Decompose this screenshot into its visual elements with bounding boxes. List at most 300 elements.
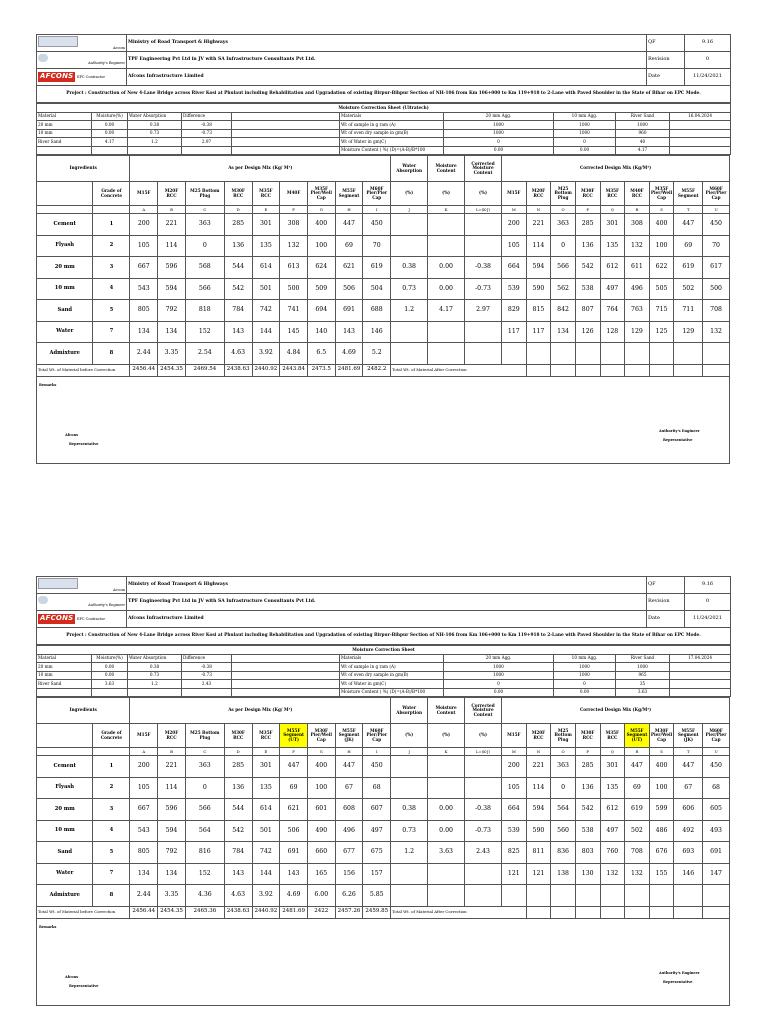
col-letter: D <box>224 206 252 214</box>
design-value: 6.26 <box>335 885 363 907</box>
corrected-value: 301 <box>600 214 625 236</box>
col-letter: H <box>335 748 363 756</box>
corrected-value: 594 <box>526 799 551 821</box>
col-letter: A <box>130 748 158 756</box>
ws-label: Wt of sample in g ram (A) <box>340 121 444 130</box>
corrected-col-heading: M55F Segment (UT) <box>625 724 650 748</box>
design-value: 542 <box>224 278 252 300</box>
moisture-value <box>428 863 465 885</box>
design-value: 68 <box>363 777 391 799</box>
design-value: 784 <box>224 842 252 864</box>
corrected-value: 497 <box>600 820 625 842</box>
ws-10mm: 0 <box>554 138 616 147</box>
mat-moisture: 0.00 <box>92 121 128 130</box>
ws-sand: 965 <box>616 671 670 680</box>
table-row <box>37 820 730 842</box>
design-value: 667 <box>130 257 158 279</box>
remarks-box <box>36 377 730 464</box>
water-absorption-value: 0.38 <box>391 799 428 821</box>
design-value: 132 <box>280 235 308 257</box>
total-after-label: Total Wt. of Material After Correction <box>391 364 526 376</box>
ingredient-name: 10 mm <box>37 278 93 300</box>
logo1-caption: Aecom <box>113 587 125 592</box>
corrected-value: 200 <box>502 756 527 778</box>
mix-col-heading: M25 Bottom Plug <box>185 182 224 206</box>
design-value: 156 <box>335 863 363 885</box>
corrected-value: 67 <box>674 777 703 799</box>
mat-moisture: 0.00 <box>92 663 128 672</box>
revision-value: 0 <box>685 52 731 69</box>
corrected-value: 135 <box>600 777 625 799</box>
design-value: 308 <box>280 214 308 236</box>
total-value: 2465.36 <box>185 906 224 918</box>
ingredients-heading: Ingredients <box>37 698 130 724</box>
moisture-value <box>428 756 465 778</box>
remarks-box <box>36 919 730 1006</box>
col-letter: T <box>674 206 703 214</box>
water-absorption-value: 0.73 <box>391 278 428 300</box>
design-value: 3.92 <box>252 885 280 907</box>
mat-difference: 2.97 <box>182 138 232 147</box>
design-value: 500 <box>280 278 308 300</box>
mat-absorption: 0.38 <box>128 663 182 672</box>
corrected-col-heading: M60F Pier/Pier Cap <box>703 724 730 748</box>
total-value: 2481.69 <box>335 364 363 376</box>
col-letter: I <box>363 206 391 214</box>
design-value: 4.36 <box>185 885 224 907</box>
design-value: 594 <box>158 820 186 842</box>
qf-label: QF <box>647 35 685 52</box>
design-value: 621 <box>280 799 308 821</box>
water-absorption-value <box>391 321 428 343</box>
mix-col-heading: M35F RCC <box>252 724 280 748</box>
corrected-col-heading: M35F RCC <box>600 182 625 206</box>
design-value: 4.69 <box>280 885 308 907</box>
total-value: 2481.69 <box>280 906 308 918</box>
grade-number: 8 <box>93 343 130 365</box>
consultant-logo <box>38 596 48 604</box>
corrected-value: 100 <box>649 777 674 799</box>
logo3-caption: EPC Contractor <box>76 617 106 622</box>
design-value: 614 <box>252 799 280 821</box>
corrected-value: 803 <box>575 842 600 864</box>
grade-number: 3 <box>93 799 130 821</box>
design-value: 100 <box>307 777 335 799</box>
design-value: 624 <box>307 257 335 279</box>
mix-col-heading: M20F RCC <box>158 724 186 748</box>
revision-label: Revision <box>647 52 685 69</box>
corrected-value <box>649 885 674 907</box>
afcons-logo: AFCONS <box>40 614 74 623</box>
design-value: 4.63 <box>224 343 252 365</box>
mix-col-heading: M30F RCC <box>224 182 252 206</box>
design-value: 792 <box>158 300 186 322</box>
water-absorption-value: 1.2 <box>391 300 428 322</box>
corrected-value: 542 <box>575 799 600 821</box>
design-value: 496 <box>335 820 363 842</box>
pct-heading: (%) <box>428 724 465 748</box>
col-letter: O <box>551 206 576 214</box>
design-value: 143 <box>280 863 308 885</box>
logo-cell-consultant <box>37 52 127 69</box>
design-value: 363 <box>185 214 224 236</box>
design-value: 818 <box>185 300 224 322</box>
corrected-value <box>526 343 551 365</box>
date-value: 11/24/2021 <box>685 69 731 86</box>
mat-moisture: 4.17 <box>92 138 128 147</box>
table-row <box>37 756 730 778</box>
water-absorption-heading: Water Absorption <box>391 156 428 182</box>
ae-rep-title: Representative <box>663 437 693 442</box>
table-row <box>37 842 730 864</box>
col-letter: S <box>649 748 674 756</box>
header-table <box>36 34 731 103</box>
corrected-value: 155 <box>649 863 674 885</box>
grade-heading: Grade of Concrete <box>93 182 130 206</box>
design-value: 542 <box>224 820 252 842</box>
mat-moisture: 3.63 <box>92 680 128 689</box>
corrected-value: 566 <box>551 257 576 279</box>
corrected-value: 590 <box>526 278 551 300</box>
corrected-value: 711 <box>674 300 703 322</box>
ingredient-name: Water <box>37 863 93 885</box>
design-value: 4.69 <box>335 343 363 365</box>
corrected-value: 560 <box>551 820 576 842</box>
corrected-col-heading: M35F Pier/Well Cap <box>649 182 674 206</box>
corrected-value: 0 <box>551 235 576 257</box>
design-value: 400 <box>307 214 335 236</box>
corrected-value: 100 <box>649 235 674 257</box>
design-value: 70 <box>363 235 391 257</box>
design-value: 501 <box>252 820 280 842</box>
corrected-value: 807 <box>575 300 600 322</box>
mat-difference: 2.43 <box>182 680 232 689</box>
corrected-value: 70 <box>703 235 730 257</box>
design-value: 509 <box>307 278 335 300</box>
corrected-value: 136 <box>575 235 600 257</box>
ws-label: Wt of sample in g ram (A) <box>340 663 444 672</box>
water-absorption-value <box>391 343 428 365</box>
design-value: 301 <box>252 756 280 778</box>
col-letter: S <box>649 206 674 214</box>
corrected-value: 138 <box>551 863 576 885</box>
qf-label: QF <box>647 577 685 594</box>
col-letter: R <box>625 206 650 214</box>
design-value: 566 <box>185 799 224 821</box>
corrected-value: 447 <box>674 214 703 236</box>
design-value: 450 <box>363 214 391 236</box>
corrected-value: 708 <box>703 300 730 322</box>
col-letter: J <box>391 206 428 214</box>
logo-cell-contractor <box>37 69 127 86</box>
corrected-value: 760 <box>600 842 625 864</box>
pct-heading: (%) <box>465 724 502 748</box>
corrected-value: 447 <box>674 756 703 778</box>
ingredients-table <box>36 697 730 919</box>
corrected-value: 285 <box>575 756 600 778</box>
gov-emblem-logo <box>38 36 78 47</box>
col-letter: P <box>575 206 600 214</box>
moisture-table <box>36 103 731 155</box>
ingredient-name: Admixture <box>37 885 93 907</box>
col-letter: U <box>703 206 730 214</box>
corrected-col-heading: M30F Pier/Well Cap <box>649 724 674 748</box>
corrected-col-heading: M25 Bottom Plug <box>551 724 576 748</box>
corrected-value: 301 <box>600 756 625 778</box>
total-value: 2456.44 <box>130 906 158 918</box>
corrected-value: 538 <box>575 820 600 842</box>
corrected-value: 502 <box>674 278 703 300</box>
corrected-value <box>703 885 730 907</box>
col-material: Material <box>37 112 92 121</box>
design-value: 694 <box>307 300 335 322</box>
mat-moisture: 0.00 <box>92 671 128 680</box>
design-value: 134 <box>158 863 186 885</box>
col-letter: N <box>526 206 551 214</box>
corrected-value: 125 <box>649 321 674 343</box>
moisture-table <box>36 645 731 697</box>
col-river-sand: River Sand <box>616 112 670 121</box>
col-letter: G <box>307 748 335 756</box>
qf-value: 9.16 <box>685 577 731 594</box>
design-value: 447 <box>335 756 363 778</box>
design-value: 152 <box>185 321 224 343</box>
corrected-value: 619 <box>625 799 650 821</box>
afcons-rep-title: Representative <box>69 983 99 988</box>
corrected-moisture-value <box>465 863 502 885</box>
corrected-design-heading: Corrected Design Mix (Kg/M³) <box>502 156 730 182</box>
date-label: Date <box>647 611 685 628</box>
consultant-name: TPF Engineering Pvt Ltd in JV with SA Infrastructure Consultants Pvt Ltd. <box>127 52 647 69</box>
water-absorption-heading: Water Absorption <box>391 698 428 724</box>
corrected-value: 450 <box>703 214 730 236</box>
grade-number: 2 <box>93 235 130 257</box>
col-letter: P <box>575 748 600 756</box>
moisture-value <box>428 235 465 257</box>
design-value: 677 <box>335 842 363 864</box>
corrected-value: 132 <box>600 863 625 885</box>
corrected-moisture-heading: Corrected Moisture Content <box>465 698 502 724</box>
corrected-col-heading: M40F RCC <box>625 182 650 206</box>
design-value: 447 <box>335 214 363 236</box>
col-letter: Q <box>600 206 625 214</box>
corrected-value: 691 <box>703 842 730 864</box>
corrected-value: 676 <box>649 842 674 864</box>
moisture-value: 0.00 <box>428 257 465 279</box>
ws-20mm: 1000 <box>444 121 554 130</box>
col-moisture: Moisture(%) <box>92 654 128 663</box>
design-value: 691 <box>280 842 308 864</box>
total-value: 2482.2 <box>363 364 391 376</box>
col-letter: C <box>185 748 224 756</box>
corrected-moisture-value: -0.38 <box>465 799 502 821</box>
moisture-value <box>428 885 465 907</box>
mat-name: 10 mm <box>37 671 92 680</box>
moisture-value: 0.00 <box>428 278 465 300</box>
col-letter: R <box>625 748 650 756</box>
logo-cell-consultant <box>37 594 127 611</box>
ws-sand: 3.63 <box>616 688 670 697</box>
mix-col-heading: M30F Pier/Well Cap <box>307 724 335 748</box>
corrected-value: 486 <box>649 820 674 842</box>
corrected-value: 825 <box>502 842 527 864</box>
mc-sheet-title: Moisture Correction Sheet <box>37 646 731 655</box>
design-value: 501 <box>252 278 280 300</box>
contractor-name: Afcons Infrastructure Limited <box>127 611 647 628</box>
design-value: 6.00 <box>307 885 335 907</box>
ws-sand: 1000 <box>616 663 670 672</box>
col-moisture: Moisture(%) <box>92 112 128 121</box>
design-value: 100 <box>307 235 335 257</box>
total-value: 2440.92 <box>252 364 280 376</box>
ws-10mm: 1000 <box>554 121 616 130</box>
col-water-absorption: Water Absorption <box>128 654 182 663</box>
corrected-moisture-value <box>465 777 502 799</box>
grade-number: 1 <box>93 214 130 236</box>
moisture-value <box>428 777 465 799</box>
ws-10mm: 1000 <box>554 671 616 680</box>
col-10mm-agg: 10 mm Agg. <box>554 654 616 663</box>
corrected-moisture-value: 2.43 <box>465 842 502 864</box>
col-letter: B <box>158 748 186 756</box>
design-value: 675 <box>363 842 391 864</box>
col-letter: D <box>224 748 252 756</box>
design-value: 144 <box>252 321 280 343</box>
design-value: 3.35 <box>158 885 186 907</box>
grade-heading: Grade of Concrete <box>93 724 130 748</box>
moisture-value <box>428 343 465 365</box>
mix-col-heading: M15F <box>130 182 158 206</box>
design-value: 105 <box>130 777 158 799</box>
water-absorption-value <box>391 756 428 778</box>
design-value: 742 <box>252 842 280 864</box>
water-absorption-value <box>391 863 428 885</box>
col-water-absorption: Water Absorption <box>128 112 182 121</box>
design-value: 3.92 <box>252 343 280 365</box>
corrected-value <box>502 343 527 365</box>
mat-name: 20 mm <box>37 663 92 672</box>
corrected-value: 132 <box>625 863 650 885</box>
corrected-value: 447 <box>625 756 650 778</box>
corrected-value <box>551 885 576 907</box>
design-value: 691 <box>335 300 363 322</box>
ws-sand: 1000 <box>616 121 670 130</box>
corrected-value: 815 <box>526 300 551 322</box>
water-absorption-value: 0.38 <box>391 257 428 279</box>
corrected-value <box>649 343 674 365</box>
total-value: 2443.84 <box>280 364 308 376</box>
ws-20mm: 0.00 <box>444 688 554 697</box>
mix-col-heading: M55F Segment (JK) <box>335 724 363 748</box>
corrected-col-heading: M60F Pier/Pier Cap <box>703 182 730 206</box>
grade-number: 3 <box>93 257 130 279</box>
corrected-value: 715 <box>649 300 674 322</box>
design-value: 143 <box>335 321 363 343</box>
mix-col-heading: M55F Segment (UT) <box>280 724 308 748</box>
logo-cell-contractor <box>37 611 127 628</box>
corrected-value: 128 <box>600 321 625 343</box>
corrected-moisture-value <box>465 343 502 365</box>
corrected-value: 363 <box>551 756 576 778</box>
col-letter: I <box>363 748 391 756</box>
col-letter: K <box>428 748 465 756</box>
pct-heading: (%) <box>428 182 465 206</box>
ingredient-name: Admixture <box>37 343 93 365</box>
corrected-value: 146 <box>674 863 703 885</box>
corrected-value: 606 <box>674 799 703 821</box>
pct-heading: (%) <box>465 182 502 206</box>
water-absorption-value <box>391 214 428 236</box>
design-value: 200 <box>130 756 158 778</box>
corrected-value: 500 <box>703 278 730 300</box>
corrected-col-heading: M35F RCC <box>600 724 625 748</box>
sheet-date: 17.04.2024 <box>670 654 731 663</box>
corrected-col-heading: M55F Segment (JK) <box>674 724 703 748</box>
design-value: 2.54 <box>185 343 224 365</box>
mat-name: River Sand <box>37 138 92 147</box>
design-value: 135 <box>252 235 280 257</box>
design-value: 608 <box>335 799 363 821</box>
date-label: Date <box>647 69 685 86</box>
ingredient-name: Flyash <box>37 777 93 799</box>
design-value: 784 <box>224 300 252 322</box>
corrected-value: 147 <box>703 863 730 885</box>
mix-col-heading: M55F Segment <box>335 182 363 206</box>
corrected-value <box>575 885 600 907</box>
corrected-value: 69 <box>674 235 703 257</box>
corrected-value: 497 <box>600 278 625 300</box>
client-name: Ministry of Road Transport & Highways <box>127 577 647 594</box>
design-value: 596 <box>158 799 186 821</box>
ingredient-name: Sand <box>37 842 93 864</box>
ws-20mm: 0.00 <box>444 146 554 155</box>
remarks-label: Remarks <box>39 924 57 929</box>
mix-col-heading: M30F RCC <box>224 724 252 748</box>
design-value: 594 <box>158 278 186 300</box>
corrected-moisture-value: -0.38 <box>465 257 502 279</box>
moisture-value: 4.17 <box>428 300 465 322</box>
design-value: 114 <box>158 777 186 799</box>
ws-10mm: 1000 <box>554 663 616 672</box>
corrected-col-heading: M15F <box>502 724 527 748</box>
corrected-value <box>625 343 650 365</box>
corrected-value <box>526 885 551 907</box>
design-value: 660 <box>307 842 335 864</box>
col-letter: Q <box>600 748 625 756</box>
corrected-value <box>674 343 703 365</box>
grade-number: 5 <box>93 842 130 864</box>
design-value: 135 <box>252 777 280 799</box>
revision-value: 0 <box>685 594 731 611</box>
ingredient-name: Sand <box>37 300 93 322</box>
design-value: 136 <box>224 777 252 799</box>
corrected-value: 68 <box>703 777 730 799</box>
corrected-value <box>502 885 527 907</box>
ws-sand: 35 <box>616 680 670 689</box>
ws-sand: 40 <box>616 138 670 147</box>
col-materials: Materials <box>340 112 444 121</box>
logo-cell-client <box>37 577 127 594</box>
corrected-value: 105 <box>502 235 527 257</box>
col-letter: M <box>502 206 527 214</box>
design-value: 4.63 <box>224 885 252 907</box>
as-per-design-heading: As per Design Mix (Kg/ M³) <box>130 156 391 182</box>
corrected-value: 664 <box>502 257 527 279</box>
project-title: Project : Construction of New 4-Lane Bridge across River Kosi at Phulaut including Rehabilitation and Upgradation of existing Birpur-Bihpur Section of NH-106 from Km 106+000 to Km 119+918 to 2-Lane with Paved Shoulder in the State of Bihar on EPC Mode. <box>37 86 731 103</box>
corrected-value: 612 <box>600 799 625 821</box>
moisture-value <box>428 214 465 236</box>
design-value: 200 <box>130 214 158 236</box>
